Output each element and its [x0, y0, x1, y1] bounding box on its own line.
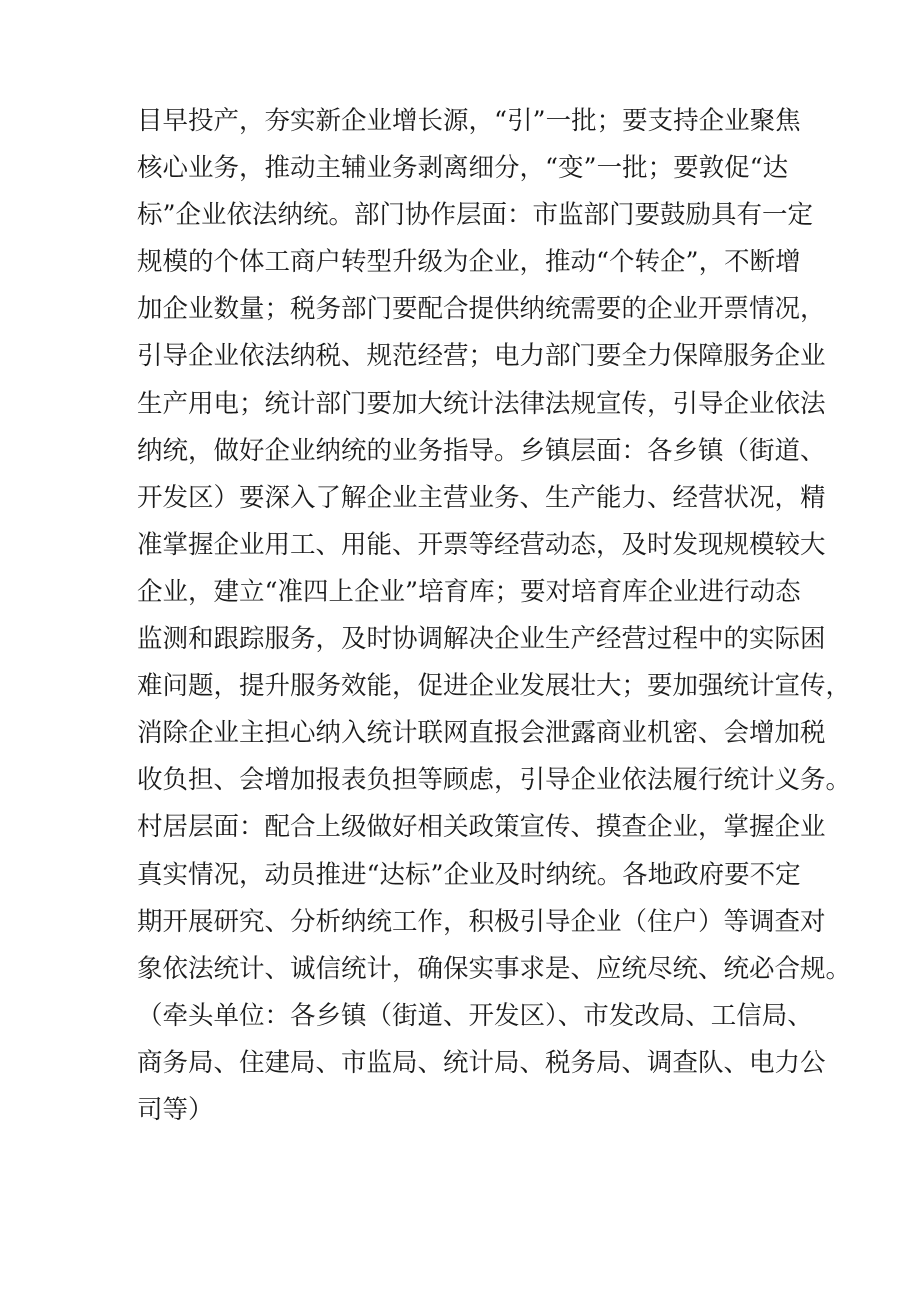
text-line: 标”企业依法纳统。部门协作层面：市监部门要鼓励具有一定 [137, 200, 814, 231]
text-line: 收负担、会增加报表负担等顾虑，引导企业依法履行统计义务。 [137, 765, 852, 796]
text-line: 开发区）要深入了解企业主营业务、生产能力、经营状况，精 [137, 482, 826, 513]
text-line: 目早投产，夯实新企业增长源，“引”一批；要支持企业聚焦 [137, 106, 801, 136]
text-line: 生产用电；统计部门要加大统计法律法规宣传，引导企业依法 [137, 388, 826, 419]
text-line: 象依法统计、诚信统计，确保实事求是、应统尽统、统必合规。 [137, 953, 852, 984]
text-line: 加企业数量；税务部门要配合提供纳统需要的企业开票情况， [137, 294, 826, 325]
text-line: 司等） [137, 1094, 214, 1125]
text-line: 企业，建立“准四上企业”培育库；要对培育库企业进行动态 [137, 576, 801, 607]
text-line: 商务局、住建局、市监局、统计局、税务局、调查队、电力公 [137, 1047, 826, 1078]
text-line: 纳统，做好企业纳统的业务指导。乡镇层面：各乡镇（街道、 [137, 435, 826, 466]
text-line: 消除企业主担心纳入统计联网直报会泄露商业机密、会增加税 [137, 718, 826, 749]
text-line: （牵头单位：各乡镇（街道、开发区）、市发改局、工信局、 [137, 1000, 813, 1031]
text-line: 难问题，提升服务效能，促进企业发展壮大；要加强统计宣传， [137, 671, 852, 702]
text-line: 规模的个体工商户转型升级为企业，推动“个转企”，不断增 [137, 247, 801, 278]
body-paragraph [137, 98, 852, 1134]
text-line: 准掌握企业用工、用能、开票等经营动态，及时发现规模较大 [137, 529, 826, 560]
text-line: 期开展研究、分析纳统工作，积极引导企业（住户）等调查对 [137, 906, 826, 937]
text-line: 监测和跟踪服务，及时协调解决企业生产经营过程中的实际困 [137, 624, 826, 655]
text-line: 真实情况，动员推进“达标”企业及时纳统。各地政府要不定 [137, 859, 801, 890]
text-line: 引导企业依法纳税、规范经营；电力部门要全力保障服务企业 [137, 341, 826, 372]
text-line: 核心业务，推动主辅业务剥离细分，“变”一批；要敦促“达 [137, 153, 789, 184]
text-line: 村居层面：配合上级做好相关政策宣传、摸查企业，掌握企业 [137, 812, 826, 843]
